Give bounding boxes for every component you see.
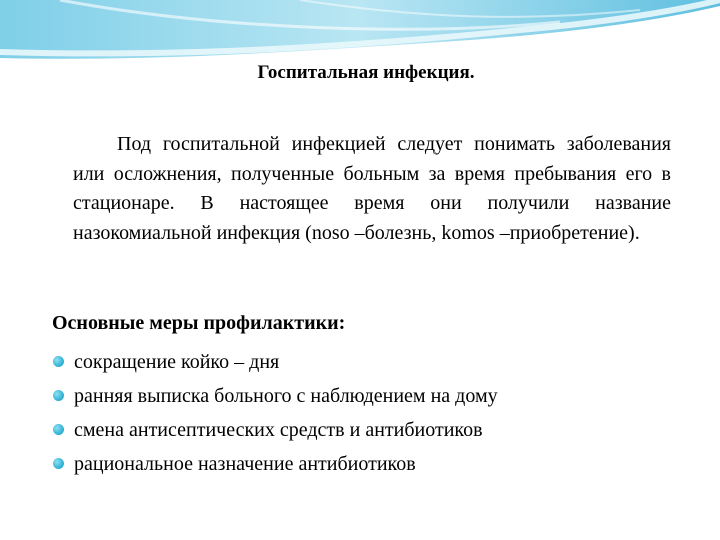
list-item-text: смена антисептических средств и антибиотиков — [74, 419, 483, 441]
bullet-icon — [53, 356, 64, 367]
list-item — [52, 345, 692, 379]
slide-title: Госпитальная инфекция. — [257, 62, 475, 83]
list-item — [52, 379, 692, 413]
definition-paragraph: Под госпитальной инфекцией следует понимать заболевания или осложнения, полученные больным за время пребывания его в стационаре. В настоящее время они получили название назокомиальной инфекция (noso –болезнь, komos –приобретение). — [73, 133, 671, 244]
list-item — [52, 413, 692, 447]
bullet-icon — [53, 458, 64, 469]
list-item — [52, 447, 692, 481]
bullet-icon — [53, 390, 64, 401]
list-item-text: рациональное назначение антибиотиков — [74, 453, 416, 475]
measures-heading: Основные меры профилактики: — [52, 312, 346, 334]
measures-list — [52, 345, 692, 481]
list-item-text: сокращение койко – дня — [74, 351, 280, 373]
bullet-icon — [53, 424, 64, 435]
list-item-text: ранняя выписка больного с наблюдением на дому — [74, 385, 498, 407]
decorative-wave-banner — [0, 0, 720, 60]
